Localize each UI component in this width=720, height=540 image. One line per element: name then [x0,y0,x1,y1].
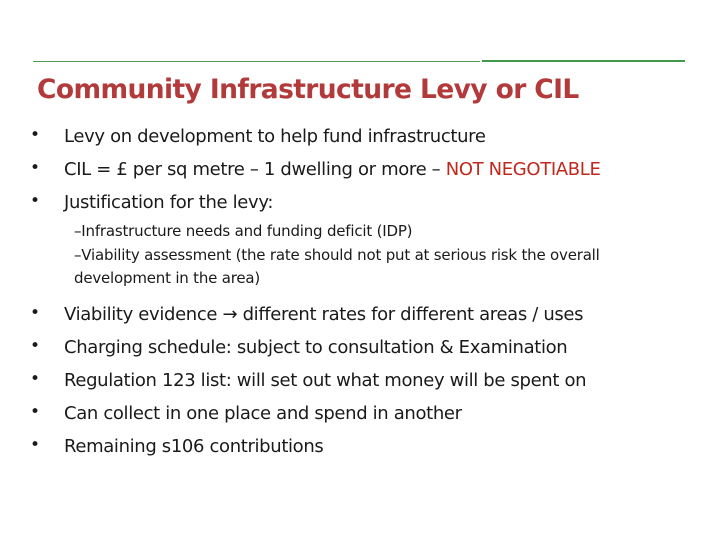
header-divider-left [33,61,480,62]
bullet-list [30,124,710,467]
bullet-item [30,335,710,368]
bullet-dot: • [30,435,40,455]
bullet-text-main: CIL = £ per sq metre – 1 dwelling or more – [64,159,446,180]
bullet-text: Viability evidence → different rates for different areas / uses [64,304,584,325]
bullet-text: Can collect in one place and spend in another [64,403,462,424]
bullet-text [64,159,600,180]
bullet-dot: • [30,369,40,389]
slide-title: Community Infrastructure Levy or CIL [37,74,579,105]
sub-bullet-item: –Viability assessment (the rate should not put at serious risk the overall development in the area) [74,246,600,287]
bullet-item [30,157,710,190]
bullet-item [30,401,710,434]
header-divider-right [482,60,685,62]
bullet-dot: • [30,158,40,178]
bullet-text: Regulation 123 list: will set out what money will be spent on [64,370,587,391]
bullet-dot: • [30,125,40,145]
bullet-text: Justification for the levy: [64,192,274,213]
bullet-dot: • [30,402,40,422]
bullet-dot: • [30,303,40,323]
bullet-dot: • [30,191,40,211]
bullet-item [30,124,710,157]
bullet-text: Remaining s106 contributions [64,436,324,457]
bullet-dot: • [30,336,40,356]
bullet-item [30,190,710,223]
bullet-item [30,434,710,467]
bullet-item [30,368,710,401]
not-negotiable-highlight: NOT NEGOTIABLE [445,159,601,180]
bullet-item [30,302,710,335]
bullet-text: Charging schedule: subject to consultation & Examination [64,337,568,358]
sub-bullet-item: –Infrastructure needs and funding deficit (IDP) [74,222,413,240]
bullet-text: Levy on development to help fund infrastructure [64,126,486,147]
